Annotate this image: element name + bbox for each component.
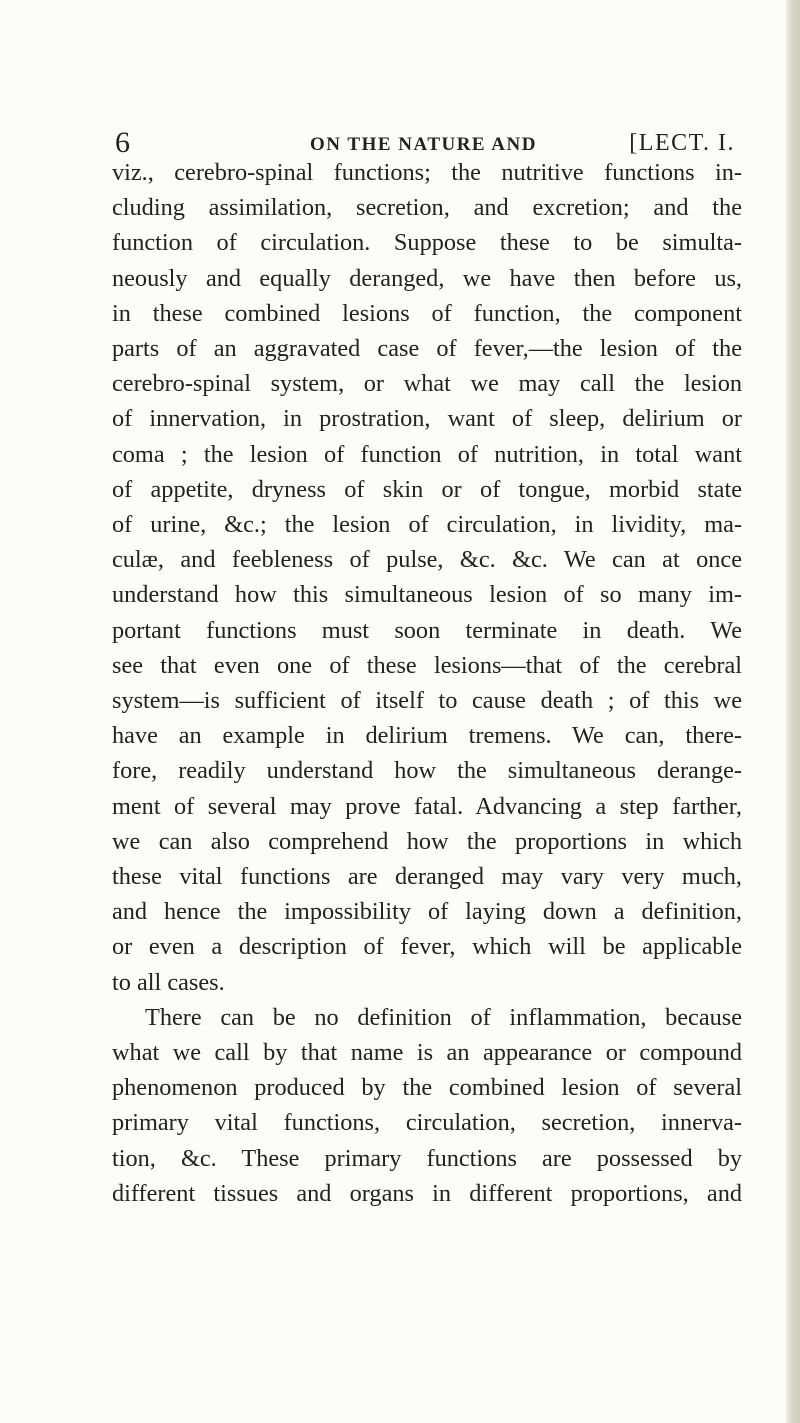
- text-line: system—is sufficient of itself to cause death ; of this we: [112, 687, 742, 715]
- text-line: see that even one of these lesions—that of the cerebral: [112, 651, 742, 679]
- text-line: coma ; the lesion of function of nutrition, in total want: [112, 440, 742, 468]
- text-line: cluding assimilation, secretion, and excretion; and the: [112, 194, 742, 222]
- lecture-label: [LECT. I.: [629, 130, 735, 156]
- text-line: what we call by that name is an appearance or compound: [112, 1039, 742, 1067]
- text-line: of urine, &c.; the lesion of circulation, in lividity, ma-: [112, 511, 742, 539]
- text-line: fore, readily understand how the simultaneous derange-: [112, 757, 742, 785]
- text-line: we can also comprehend how the proportions in which: [112, 827, 742, 855]
- page-edge-shadow: [786, 0, 800, 1423]
- text-line: culæ, and feebleness of pulse, &c. &c. We can at once: [112, 546, 742, 574]
- text-line: or even a description of fever, which will be applicable: [112, 933, 742, 961]
- text-line: in these combined lesions of function, the component: [112, 299, 742, 327]
- text-line: of innervation, in prostration, want of sleep, delirium or: [112, 405, 742, 433]
- text-line: ment of several may prove fatal. Advancing a step farther,: [112, 792, 742, 820]
- text-line: phenomenon produced by the combined lesion of several: [112, 1074, 742, 1102]
- text-line: and hence the impossibility of laying down a definition,: [112, 898, 742, 926]
- text-line-paragraph-end: to all cases.: [112, 968, 225, 996]
- text-line: viz., cerebro-spinal functions; the nutritive functions in-: [112, 159, 742, 186]
- body-text: [112, 155, 742, 1211]
- running-title: ON THE NATURE AND: [310, 134, 537, 155]
- text-line-paragraph-start: There can be no definition of inflammation, because: [145, 1003, 742, 1031]
- text-line: these vital functions are deranged may vary very much,: [112, 863, 742, 891]
- text-line: parts of an aggravated case of fever,—the lesion of the: [112, 335, 742, 363]
- text-line: tion, &c. These primary functions are possessed by: [112, 1144, 742, 1172]
- text-line: have an example in delirium tremens. We can, there-: [112, 722, 742, 750]
- text-line: neously and equally deranged, we have then before us,: [112, 264, 742, 292]
- page-number: 6: [115, 126, 130, 159]
- text-line: primary vital functions, circulation, secretion, innerva-: [112, 1109, 742, 1137]
- text-line: different tissues and organs in different proportions, and: [112, 1179, 742, 1207]
- text-line: portant functions must soon terminate in death. We: [112, 616, 742, 644]
- text-line: of appetite, dryness of skin or of tongue, morbid state: [112, 475, 742, 503]
- text-line: understand how this simultaneous lesion of so many im-: [112, 581, 742, 609]
- text-line: function of circulation. Suppose these to be simulta-: [112, 229, 742, 257]
- text-line: cerebro-spinal system, or what we may call the lesion: [112, 370, 742, 398]
